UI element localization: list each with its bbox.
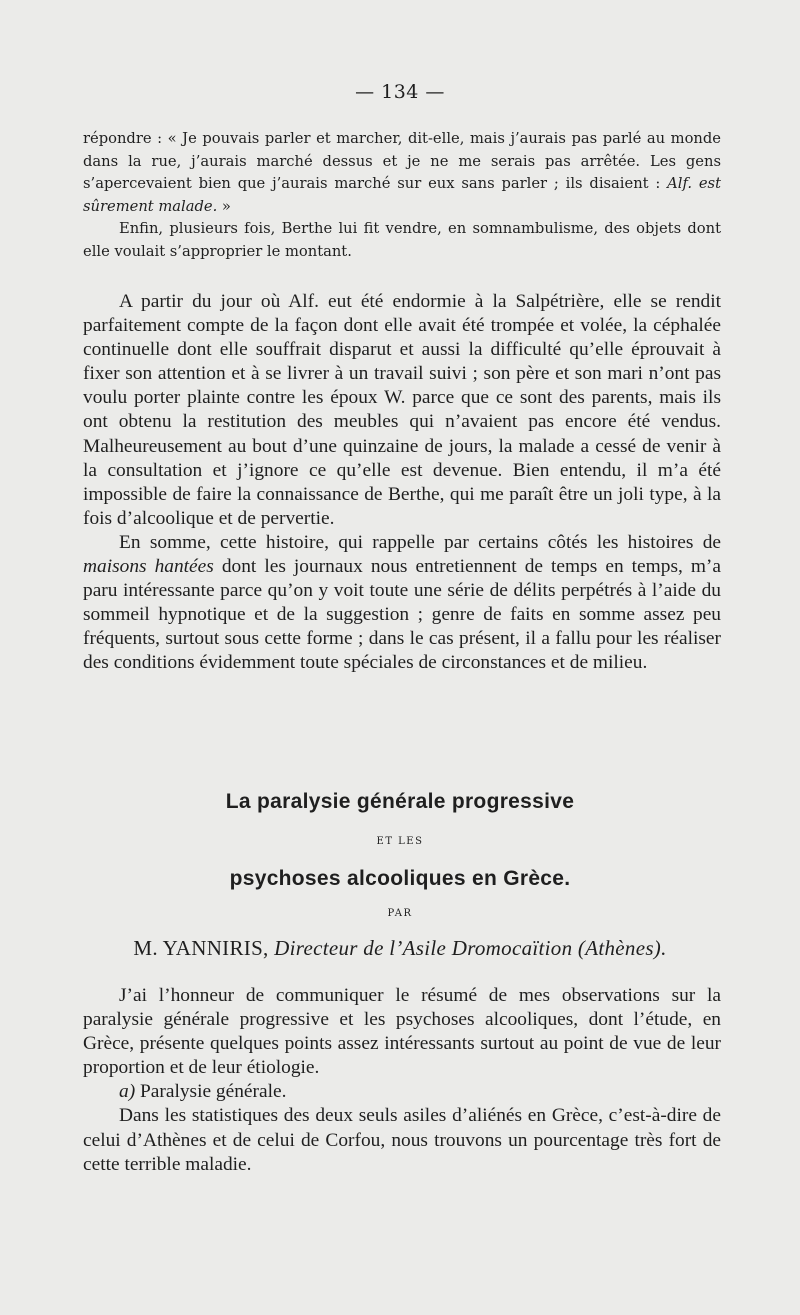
article-body xyxy=(83,984,721,1177)
main-text-part: En somme, cette histoire, qui rappelle par certains côtés les histoires de xyxy=(119,531,721,553)
page-number: — 134 — xyxy=(355,81,445,103)
section-heading: Paralysie générale. xyxy=(135,1081,287,1103)
main-text xyxy=(83,290,721,676)
main-text-part: dont les journaux nous entretiennent de temps en temps, m’a paru intéressante parce qu’on y voit toute une série de délits perpétrés à l’aide du sommeil hypnotique et de la suggestion ; genre de faits en somme assez peu fréquents, surtout sous cette forme ; dans le cas présent, il a fallu pour les réaliser des conditions évidemment toute spéciales de circonstances et de milieu. xyxy=(83,556,722,674)
author-name: M. YANNIRIS, xyxy=(133,936,269,960)
quote-italic: Alf. est sûrement malade. xyxy=(83,175,721,215)
quoted-passage xyxy=(83,128,721,264)
main-paragraph-2 xyxy=(83,531,721,676)
quote-close: » xyxy=(217,197,231,215)
article-paragraph-3: Dans les statistiques des deux seuls asiles d’aliénés en Grèce, c’est-à-dire de celui d’Athènes et de celui de Corfou, nous trouvons un pourcentage très fort de cette terrible maladie. xyxy=(83,1105,721,1175)
byline-par: PAR xyxy=(387,908,413,919)
article-title-line-2: psychoses alcooliques en Grèce. xyxy=(229,867,571,890)
article-paragraph-2 xyxy=(83,1080,721,1104)
article-title-line-1: La paralysie générale progressive xyxy=(225,790,575,813)
quote-paragraph-1 xyxy=(83,128,721,218)
author-role: Directeur de l’Asile Dromocaïtion (Athènes). xyxy=(274,936,667,960)
article-paragraph-1: J’ai l’honneur de communiquer le résumé de mes observations sur la paralysie générale progressive et les psychoses alcooliques, dont l’étude, en Grèce, présente quelques points assez intéressants surtout au point de vue de leur proportion et de leur étiologie. xyxy=(83,985,721,1079)
section-marker: a) xyxy=(119,1081,136,1103)
main-italic: maisons hantées xyxy=(83,556,214,578)
main-paragraph-1: A partir du jour où Alf. eut été endormie à la Salpétrière, elle se rendit parfaitement compte de la façon dont elle avait été trompée et volée, la céphalée continuelle dont elle souffrait disparut et aussi la difficulté qu’elle éprouvait à fixer son attention et à se livrer à un travail suivi ; son père et son mari n’ont pas voulu porter plainte contre les époux W. parce que ce sont des parents, mais ils ont obtenu la restitution des meubles qui n’avaient pas encore été vendus. Malheureusement au bout d’une quinzaine de jours, la malade a cessé de venir à la consultation et j’ignore ce qu’elle est devenue. Bien entendu, il m’a été impossible de faire la connaissance de Berthe, qui me paraît être un joli type, à la fois d’alcoolique et de pervertie. xyxy=(83,291,721,529)
quote-text: répondre : « Je pouvais parler et marcher, dit-elle, mais j’aurais pas parlé au monde dans la rue, j’aurais marché dessus et je ne me serais pas arrêtée. Les gens s’apercevaient bien que j’aurais marché sur eux sans parler ; ils disaient : xyxy=(83,130,721,193)
quote-paragraph-2: Enfin, plusieurs fois, Berthe lui fit vendre, en somnambulisme, des objets dont elle voulait s’approprier le montant. xyxy=(83,220,721,260)
title-connector: ET LES xyxy=(376,836,424,847)
author-line xyxy=(0,936,800,961)
